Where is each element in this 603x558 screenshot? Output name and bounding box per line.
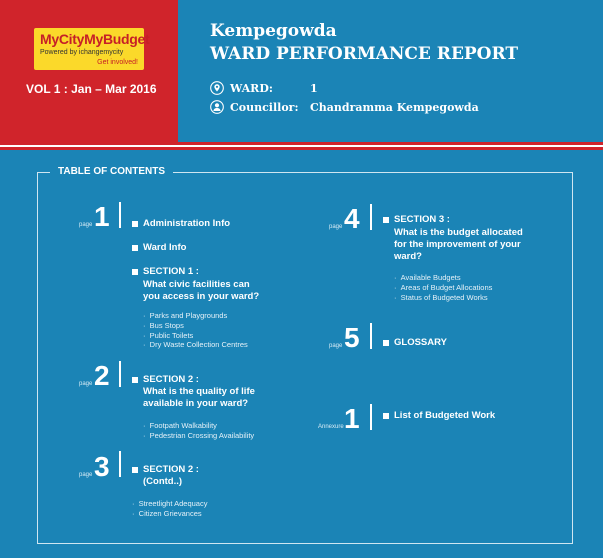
page-label: page bbox=[79, 381, 93, 387]
toc-entry-section-2-question: available in your ward? bbox=[143, 398, 249, 409]
toc-subitem: · Parks and Playgrounds bbox=[143, 311, 228, 320]
councillor-value: Chandramma Kempegowda bbox=[310, 101, 479, 114]
divider-red-lower bbox=[0, 147, 603, 150]
bullet-icon bbox=[383, 413, 389, 419]
toc-entry-section-1-question: you access in your ward? bbox=[143, 291, 260, 302]
toc-entry-list-of-budgeted-work[interactable]: List of Budgeted Work bbox=[394, 410, 496, 421]
toc-subitem: · Streetlight Adequacy bbox=[132, 499, 208, 508]
volume-label: VOL 1 : Jan – Mar 2016 bbox=[26, 82, 157, 96]
header-red-panel bbox=[0, 0, 178, 142]
page-divider bbox=[119, 202, 121, 228]
report-title: WARD PERFORMANCE REPORT bbox=[210, 44, 518, 64]
toc-subitem: · Pedestrian Crossing Availability bbox=[143, 431, 255, 440]
page-divider bbox=[370, 404, 372, 430]
ward-name-title: Kempegowda bbox=[210, 21, 337, 41]
bullet-icon bbox=[132, 245, 138, 251]
page-number: 3 bbox=[94, 451, 110, 482]
toc-subitem: · Areas of Budget Allocations bbox=[394, 283, 493, 292]
logo-tagline: Get involved! bbox=[97, 59, 138, 66]
page-label: page bbox=[329, 224, 343, 230]
bullet-icon bbox=[383, 217, 389, 223]
page-divider bbox=[119, 451, 121, 477]
toc-subitem: · Available Budgets bbox=[394, 273, 461, 282]
page-number: 4 bbox=[344, 203, 360, 234]
toc-heading: TABLE OF CONTENTS bbox=[50, 166, 173, 177]
toc-entry-section-3-question: for the improvement of your bbox=[394, 239, 521, 250]
toc-entry-section-3-question: What is the budget allocated bbox=[394, 227, 523, 238]
toc-entry-section-3-question: ward? bbox=[394, 251, 422, 262]
page-number: 5 bbox=[344, 322, 360, 353]
toc-subitem: · Status of Budgeted Works bbox=[394, 293, 488, 302]
toc-entry-section-1-title[interactable]: SECTION 1 : bbox=[143, 266, 199, 277]
bullet-icon bbox=[132, 467, 138, 473]
toc-entry-section-2-contd-title[interactable]: SECTION 2 : bbox=[143, 464, 199, 475]
page-divider bbox=[119, 361, 121, 387]
report-header bbox=[0, 0, 603, 142]
page-label: page bbox=[79, 222, 93, 228]
page-divider bbox=[370, 323, 372, 349]
ward-label: WARD: bbox=[230, 82, 273, 95]
toc-entry-glossary[interactable]: GLOSSARY bbox=[394, 337, 447, 348]
ward-value: 1 bbox=[310, 82, 318, 95]
toc-entry-section-1-question: What civic facilities can bbox=[143, 279, 250, 290]
bullet-icon bbox=[383, 340, 389, 346]
mycitymybudget-logo bbox=[34, 28, 150, 70]
toc-subitem: · Bus Stops bbox=[143, 321, 184, 330]
logo-sub-text: Powered by ichangemycity bbox=[40, 49, 124, 56]
person-icon bbox=[210, 100, 224, 114]
toc-entry-section-2-title[interactable]: SECTION 2 : bbox=[143, 374, 199, 385]
councillor-label: Councillor: bbox=[230, 101, 299, 114]
page-divider bbox=[370, 204, 372, 230]
toc-subitem: · Citizen Grievances bbox=[132, 509, 202, 518]
toc-entry-contd: (Contd..) bbox=[143, 476, 183, 487]
page-number: 1 bbox=[94, 201, 110, 232]
page-number: 2 bbox=[94, 360, 110, 391]
toc-entry-section-2-question: What is the quality of life bbox=[143, 386, 255, 397]
toc-entry-administration-info[interactable]: Administration Info bbox=[143, 218, 231, 229]
bullet-icon bbox=[132, 269, 138, 275]
toc-entry-ward-info[interactable]: Ward Info bbox=[143, 242, 187, 253]
location-pin-icon bbox=[210, 81, 224, 95]
toc-subitem: · Footpath Walkability bbox=[143, 421, 217, 430]
page-label: page bbox=[329, 343, 343, 349]
bullet-icon bbox=[132, 221, 138, 227]
toc-entry-section-3-title[interactable]: SECTION 3 : bbox=[394, 214, 450, 225]
annexure-label: Annexure bbox=[318, 424, 344, 430]
bullet-icon bbox=[132, 377, 138, 383]
logo-main-text: MyCityMyBudget bbox=[40, 31, 150, 47]
toc-subitem: · Dry Waste Collection Centres bbox=[143, 340, 248, 349]
toc-subitem: · Public Toilets bbox=[143, 331, 194, 340]
page-label: page bbox=[79, 472, 93, 478]
annexure-number: 1 bbox=[344, 403, 360, 434]
